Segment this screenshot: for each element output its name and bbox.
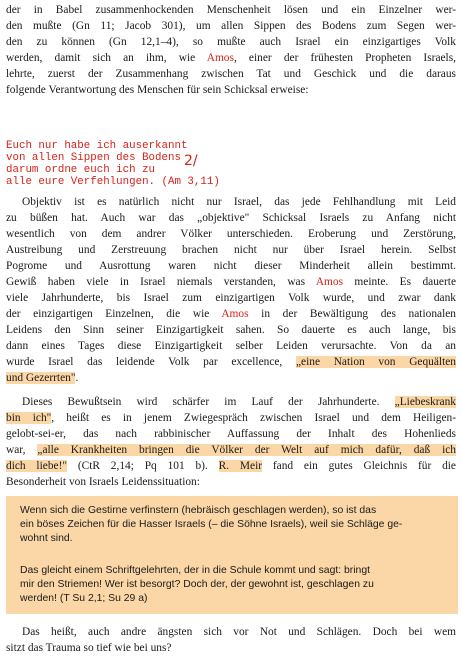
name-highlight: Amos	[221, 308, 249, 320]
text-line: Austreibung und Zerstreuung brachen nicht nur über Israel herein. Selbst	[6, 244, 456, 256]
text-line: folgende Verantwortung des Menschen für sein Schicksal erweise:	[6, 84, 309, 96]
text-line: wurde Israel das leidende Volk par excellence, „eine Nation von Gequälten	[6, 356, 457, 368]
name-highlight: Amos	[315, 276, 344, 288]
text-line: zu büßen hat. Auch war das „objektive" Schicksal Israels zu Anfang nicht	[6, 212, 456, 224]
text-line: und Gezerrten".	[6, 372, 79, 384]
name-highlight: Amos	[206, 52, 234, 64]
highlighted-quote: „Liebeskrank	[394, 396, 456, 408]
text-line: dich liebe!" (CtR 2,14; Pq 101 b). R. Meir fand ein gutes Gleichnis für die	[6, 460, 456, 472]
text-line: bin ich", heißt es in jenem Zwiegespräch zwischen Israel und dem Heiligen-	[6, 412, 457, 424]
text-line: Pogrome und Ausrottung waren nicht dieser Minderheit allein bestimmt.	[6, 260, 456, 272]
handwritten-correction-mark: 2/	[184, 153, 198, 169]
text-line: Das heißt, auch andre ängsten sich vor Not und Schlägen. Doch bei wem	[22, 626, 456, 638]
text-line: lehrte, zuerst der Zusammenhang zwischen Tat und Geschick und die daraus	[6, 68, 456, 80]
text-line: gelobt-sei-er, das nach rabbinischer Auffassung der Inhalt des Hohenlieds	[6, 428, 456, 440]
highlighted-quote: bin ich"	[6, 412, 52, 424]
text-line: Gewiß haben viele in Israel niemals verstanden, was Amos meinte. Es dauerte	[6, 276, 456, 288]
parable-line: Das gleicht einem Schriftgelehrten, der in die Schule kommt und sagt: bringt	[20, 565, 370, 576]
parable-line: werden! (T Su 2,1; Su 29 a)	[20, 593, 148, 604]
text-line: Objektiv ist es natürlich nicht nur Israel, das jede Fehlhandlung mit Leid	[22, 196, 456, 208]
text-line: der in Babel zusammenhockenden Menschenheit lösen und ein Einzelner wer-	[6, 4, 456, 16]
text-line: werden, damit sich an ihm, wie Amos, einer der frühesten Propheten Israels,	[6, 52, 456, 64]
text-line: Dieses Bewußtsein wird schärfer im Lauf der Jahrhunderte. „Liebeskrank	[22, 396, 456, 408]
parable-line: Wenn sich die Gestirne verfinstern (hebräisch geschlagen werden), so ist das	[20, 505, 377, 516]
text-line: war, „alle Krankheiten bringen die Völker der Welt auf mich dafür, daß ich	[6, 444, 456, 456]
parable-line: ein böses Zeichen für die Hasser Israels (– die Söhne Israels), weil sie Schläge ge-	[20, 519, 403, 530]
text-line: wesentlich von dem andrer Völker unterschieden. Eroberung und Zerstörung,	[6, 228, 456, 240]
text-line: dann eines Tages diese Einzigartigkeit selber Leiden verursachte. Von da an	[6, 340, 456, 352]
text-line: Besonderheit von Israels Leidenssituation:	[6, 476, 200, 488]
text-line: viele Jahrhunderte, bis Israel zum einzigartigen Volk wurde, und zwar dank	[6, 292, 456, 304]
highlighted-name: R. Meir	[218, 460, 263, 472]
scripture-quote: Euch nur habe ich auserkannt von allen Sippen des Bodens darum ordne euch ich zu alle eure Verfehlungen. (Am 3,11)	[6, 140, 220, 188]
text-line: Leidens den Sinn seiner Einzigartigkeit sahen. So dauerte es auch lange, bis	[6, 324, 456, 336]
text-line: den zu können (Gn 12,1–4), so mußte auch Israel ein einzigartiges Volk	[6, 36, 456, 48]
parable-line: mir den Striemen! Wer ist besorgt? Doch der, der gewohnt ist, geschlagen zu	[20, 579, 374, 590]
text-line: den mußte (Gn 11; Jacob 301), um allen Sippen des Bodens zum Segen wer-	[6, 20, 456, 32]
highlighted-quote: „eine Nation von Gequälten	[295, 356, 457, 368]
highlighted-quote: „alle Krankheiten bringen die Völker der Welt auf mich dafür, daß ich	[37, 444, 456, 456]
highlighted-quote: und Gezerrten"	[6, 372, 76, 384]
parable-line: wohnt sind.	[20, 533, 73, 544]
highlighted-quote: dich liebe!"	[6, 460, 68, 472]
text-line: sitzt das Trauma so tief wie bei uns?	[6, 642, 172, 654]
text-line: der einzigartigen Einzelnen, die wie Amos in der Bewältigung des nationalen	[6, 308, 456, 320]
